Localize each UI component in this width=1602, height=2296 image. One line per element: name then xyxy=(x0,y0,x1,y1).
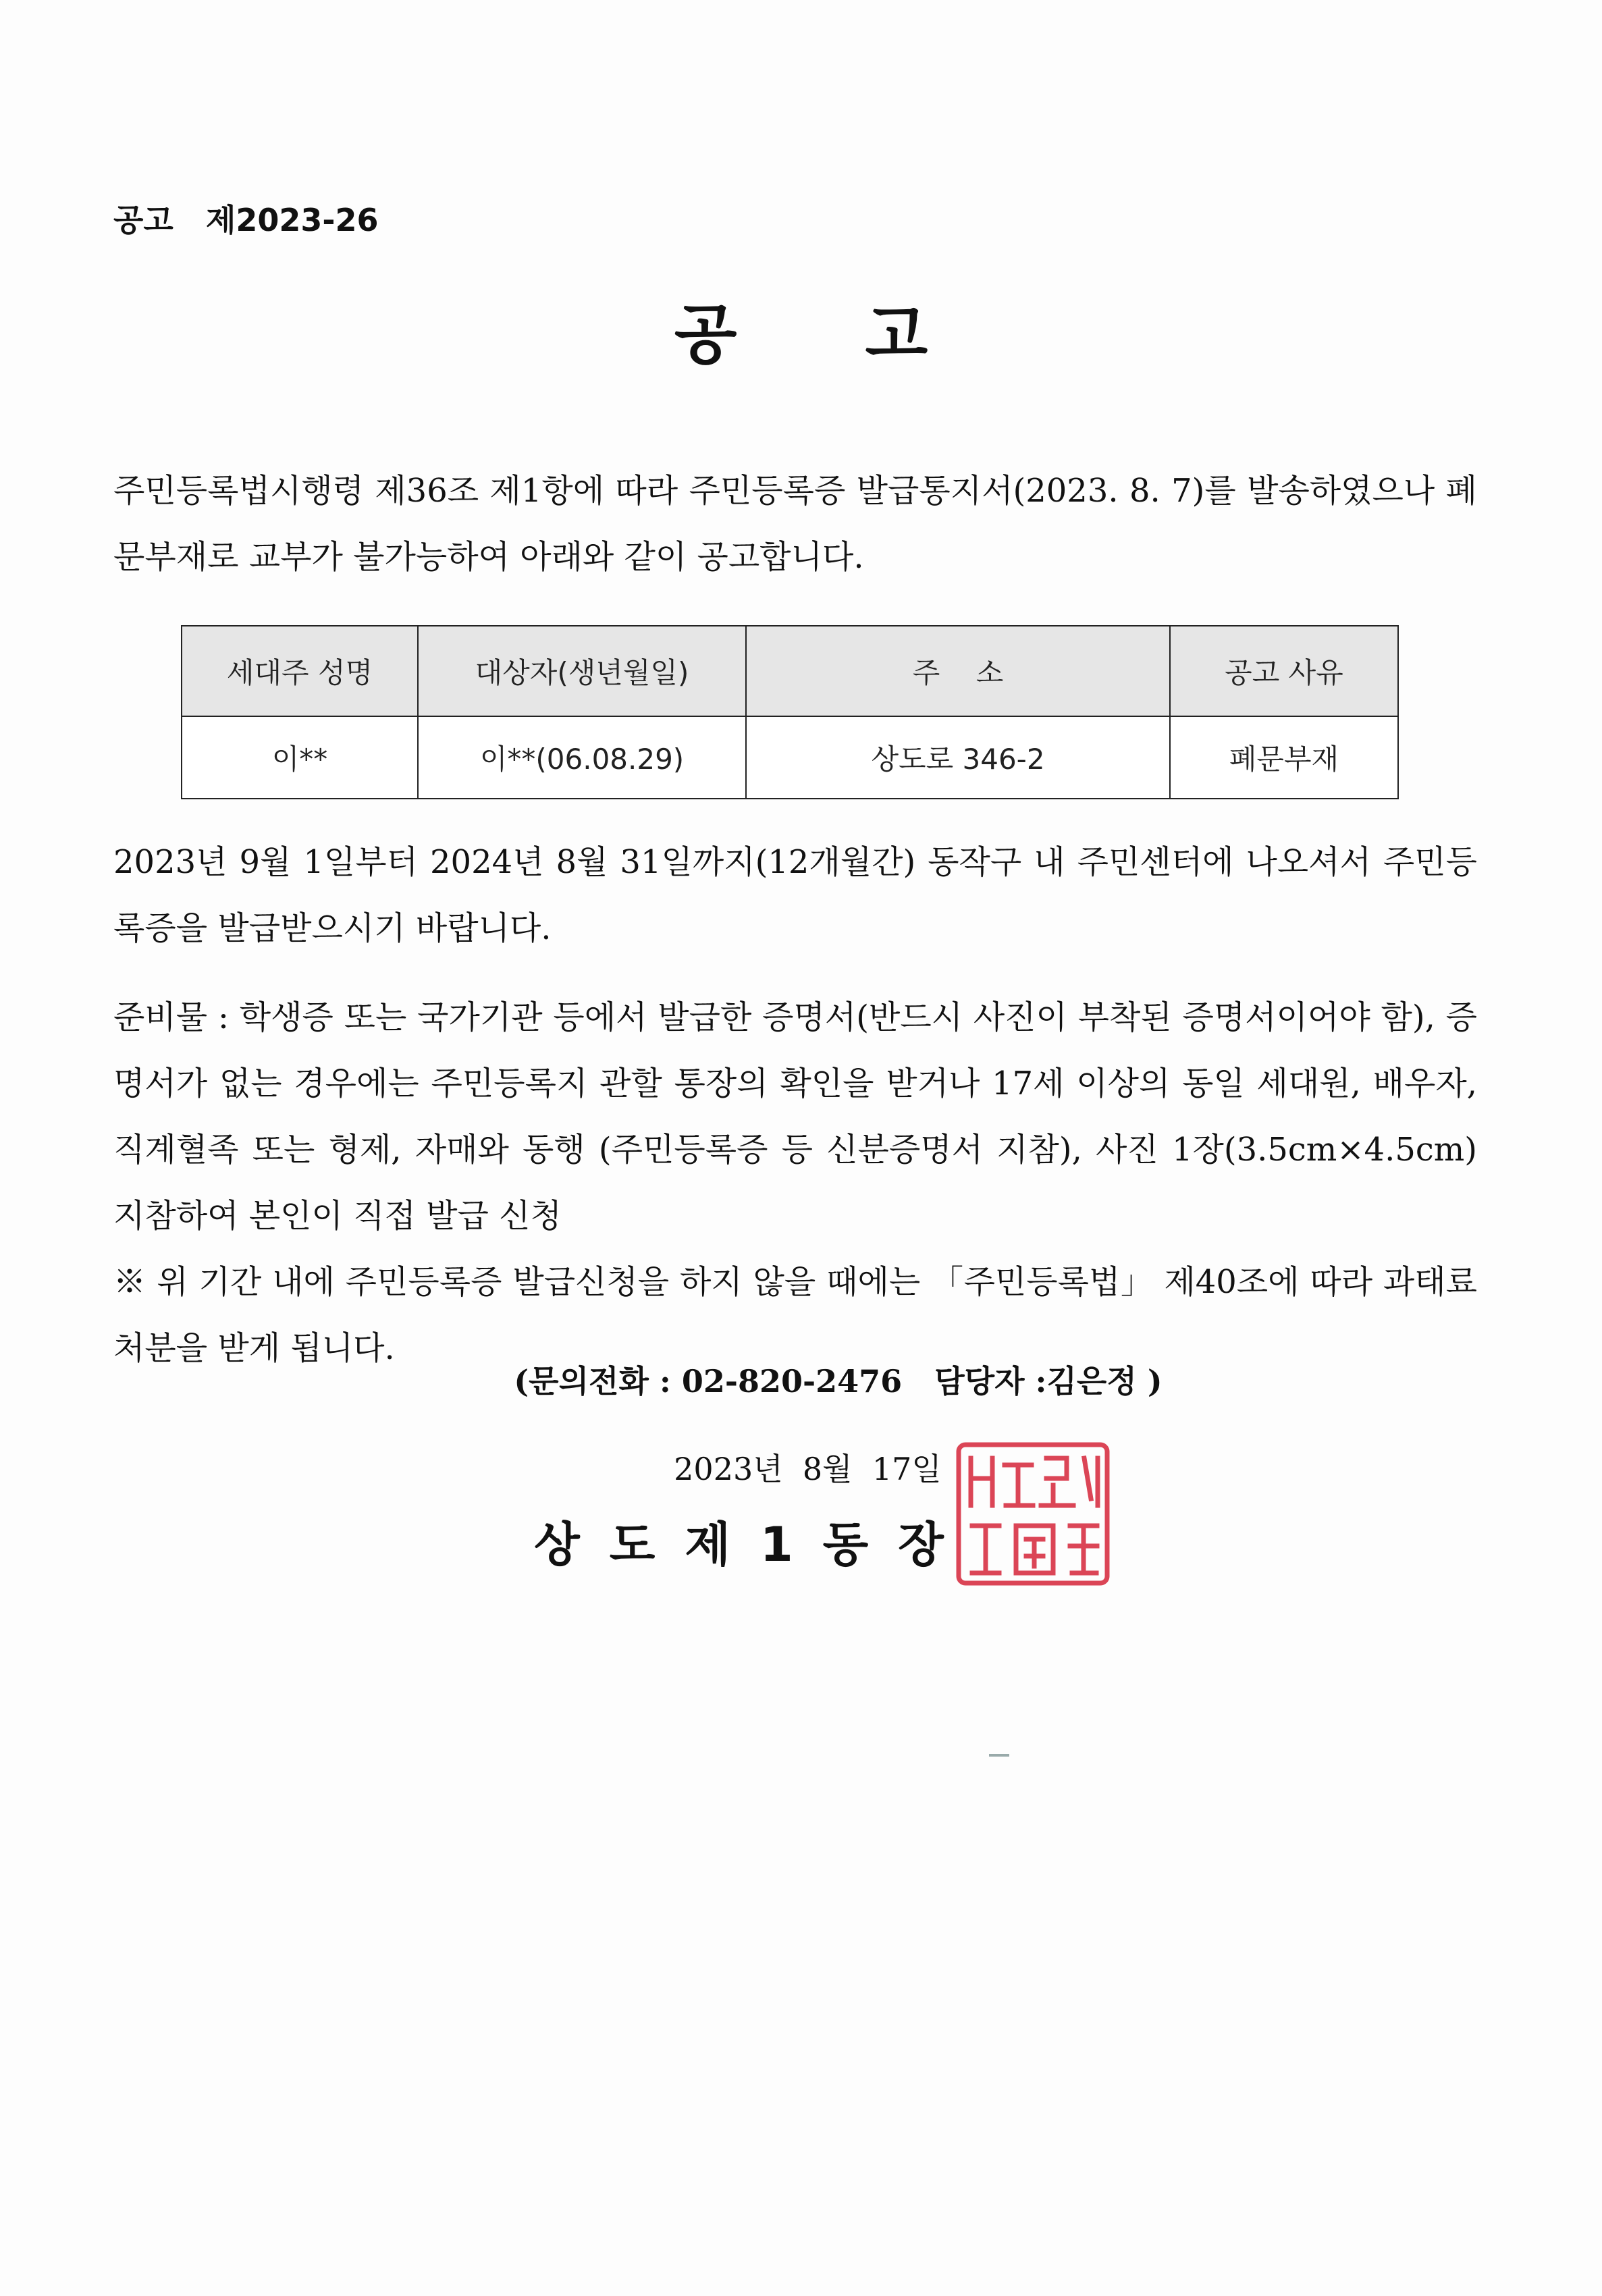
table-row xyxy=(182,716,1398,799)
period-paragraph: 2023년 9월 1일부터 2024년 8월 31일까지(12개월간) 동작구 내 주민센터에 나오셔서 주민등록증을 발급받으시기 바랍니다. xyxy=(113,843,1477,947)
notice-number: 공고 제2023-26 xyxy=(113,202,379,238)
cell-address: 상도로 346-2 xyxy=(746,716,1170,799)
notice-table xyxy=(181,625,1399,799)
column-header-address: 주 소 xyxy=(746,626,1170,716)
cell-subject: 이**(06.08.29) xyxy=(418,716,746,799)
column-header-householder: 세대주 성명 xyxy=(182,626,418,716)
issuer-name: 상도제1동장 xyxy=(534,1517,973,1572)
stray-mark xyxy=(989,1754,1009,1757)
document-title: 공고 xyxy=(674,297,1057,373)
column-header-reason: 공고 사유 xyxy=(1170,626,1398,716)
issue-date: 2023년 8월 17일 xyxy=(674,1451,942,1487)
cell-householder: 이** xyxy=(182,716,418,799)
cell-reason: 폐문부재 xyxy=(1170,716,1398,799)
preparation-text: 준비물 : 학생증 또는 국가기관 등에서 발급한 증명서(반드시 사진이 부착된 증명서이어야 함), 증명서가 없는 경우에는 주민등록지 관할 통장의 확인을 받거나 17세 이상의 동일 세대원, 배우자, 직계혈족 또는 형제, 자매와 동행 (주민등록증 등 신분증명서 지참), 사진 1장(3.5cm×4.5cm) 지참하여 본인이 직접 발급 신청 xyxy=(113,998,1477,1235)
official-seal-stamp xyxy=(952,1438,1114,1590)
table-header-row xyxy=(182,626,1398,716)
intro-paragraph: 주민등록법시행령 제36조 제1항에 따라 주민등록증 발급통지서(2023. 8. 7)를 발송하였으나 폐문부재로 교부가 불가능하여 아래와 같이 공고합니다. xyxy=(113,472,1477,576)
column-header-subject: 대상자(생년월일) xyxy=(418,626,746,716)
contact-info: (문의전화 : 02-820-2476 담당자 :김은정 ) xyxy=(514,1363,1163,1399)
requirements-block xyxy=(113,984,1477,1381)
warning-text: ※ 위 기간 내에 주민등록증 발급신청을 하지 않을 때에는 「주민등록법」 제40조에 따라 과태료 처분을 받게 됩니다. xyxy=(113,1263,1477,1367)
